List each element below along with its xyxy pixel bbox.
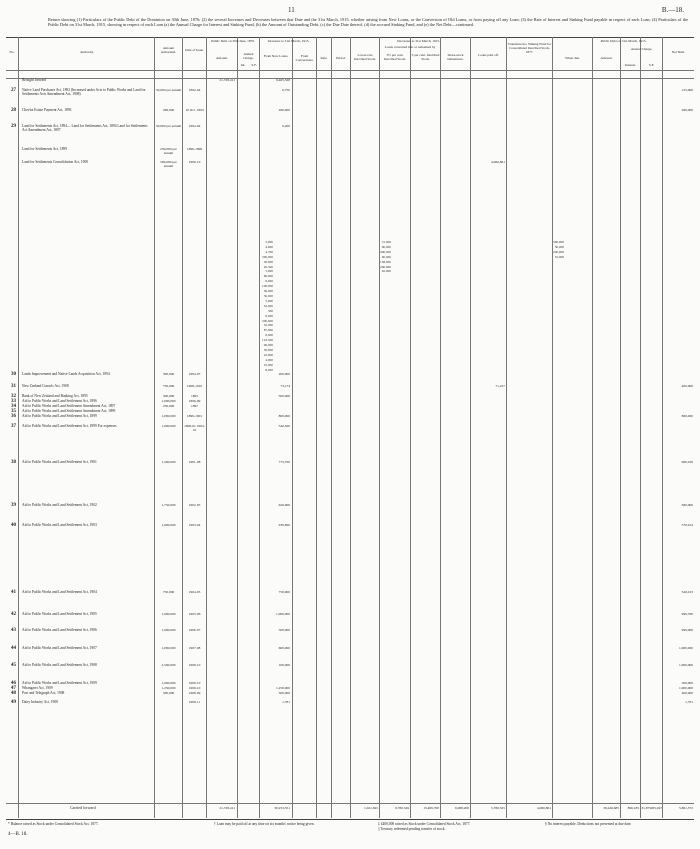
row-amount-authorized: 1,000,000 bbox=[161, 414, 176, 418]
row-increase: 1,250,000 bbox=[276, 686, 290, 690]
row-number: 44 bbox=[11, 646, 16, 651]
row-authority: Aid to Public Works and Land Settlement Act, 1903 bbox=[22, 523, 97, 527]
col-header-three: 3 per cent. Inscribed Stock. bbox=[411, 53, 440, 61]
row-authority: Aid to Public Works and Land Settlement Act, 1909 bbox=[22, 681, 97, 685]
row-amount-authorized: 500,000 bbox=[162, 691, 175, 695]
row-number: 48 bbox=[11, 691, 16, 696]
row-number: 40 bbox=[11, 523, 16, 528]
row-increase: 750,000 bbox=[278, 590, 290, 594]
row-authority: Aid to Public Works and Land Settlement Act, 1908 bbox=[22, 663, 97, 667]
footnote-2: † Loan may be paid off at any time on six months' notice being given. bbox=[214, 822, 315, 826]
row-date-of-issue: 1896-1899 bbox=[186, 147, 203, 151]
row-net-debt: 500,000 bbox=[681, 681, 693, 685]
col-header-interest: Interest. bbox=[624, 63, 636, 67]
footnote-3: ‡ £400,000 raised as Stock under Consolidated Stock Act, 1877. bbox=[378, 822, 471, 826]
row-authority: Land for Settlements Act, 1894— Land for Settlements Act, 1894 Land for Settlements Act Amendment Act, 1897 bbox=[22, 124, 148, 133]
row-date-of-issue: 1908-09 bbox=[188, 691, 201, 695]
row-date-of-issue: 10 Oct. 1893 bbox=[185, 108, 204, 112]
row-increase: 500,000 bbox=[278, 691, 290, 695]
row-increase: 1,000,000 bbox=[276, 612, 290, 616]
column-divider bbox=[506, 37, 507, 818]
row-net-debt: 1,000,000 bbox=[679, 646, 693, 650]
row-authority: Lands Improvement and Native Lands Acquisition Act, 1894 bbox=[22, 372, 110, 376]
footer-public-debt: 21,728,411 bbox=[219, 806, 235, 810]
column-divider bbox=[331, 37, 332, 818]
col-header-amount-1915: Amount. bbox=[600, 56, 613, 60]
row-authority: Aid to Public Works and Land Settlement Act, 1902 bbox=[22, 503, 97, 507]
row-date-of-issue: 1908-11 bbox=[188, 700, 201, 704]
figure-column: 300,000 50,000 200,000 10,000 bbox=[553, 240, 565, 259]
col-header-from-conversions: From Conversions. bbox=[295, 54, 314, 62]
col-header-lower-rate: Lower-rate Inscribed Stock. bbox=[353, 53, 377, 61]
row-amount-authorized: 250,000 bbox=[162, 404, 175, 408]
row-number: 38 bbox=[11, 460, 16, 465]
row-date-of-issue: 1894-94 bbox=[188, 124, 201, 128]
row-net-debt: 1,000,000 bbox=[679, 663, 693, 667]
col-header-loans-converted: Loans converted into or redeemed by bbox=[384, 45, 436, 49]
column-divider bbox=[410, 37, 411, 818]
row-authority: Aid to Public Works and Land Settlement Act, 1896 bbox=[22, 399, 97, 403]
row-amount-authorized: 250,000 per annum bbox=[160, 147, 177, 156]
col-header-three-half: 3½ per cent. Inscribed Stock. bbox=[383, 53, 407, 61]
row-net-debt: 960,100 bbox=[681, 460, 693, 464]
row-amount-authorized: 1,000,000 bbox=[161, 612, 176, 616]
row-increase: 800,000 bbox=[278, 414, 290, 418]
footer-decrease-2: 9,780,549 bbox=[395, 806, 409, 810]
row-amount-authorized: 1,000,000 bbox=[161, 628, 176, 632]
table-caption: Return showing (1) Particulars of the Public Debt of the Dominion on 30th June, 1876; (2) the several Increases and Decreases between that Date and the 31st March, 1915, whether arising from New Loans, or the Conversion of Old Loans, or from paying off any Loan; (3) the Rate of Interest and Sinking Fund payable in respect of each Loan; (4) Particulars of the Public Debt on 31st March, 1915, showing in respect of each Loan (a) the Annual Charge for Interest and Sinking Fund, (b) the Amount of Outstanding Debt, (c) the Due Date thereof, (d) the accrued Sinking Fund, and (e) the Net Debt—continued. bbox=[48, 17, 688, 28]
row-increase: 200,000 bbox=[278, 372, 290, 376]
col-header-transferred: Transferred to Sinking Fund for Consolidated Inscribed Stock, 1877. bbox=[507, 42, 552, 54]
row-authority: Land for Settlements Consolidation Act, 1900 bbox=[22, 160, 89, 164]
row-date-of-issue: 1894-97 bbox=[188, 372, 201, 376]
col-header-period: Period. bbox=[336, 56, 346, 60]
footer-interest: 896,185 bbox=[627, 806, 639, 810]
row-increase: 500,000 bbox=[278, 628, 290, 632]
page-number: 11 bbox=[288, 6, 295, 14]
row-authority: Aid to Public Works and Land Settlement Act, 1907 bbox=[22, 646, 97, 650]
col-header-decreases: Decreases to 31st March, 1915. bbox=[397, 39, 440, 43]
footnote-5: || Treasury redeemed pending transfer of stock. bbox=[378, 827, 446, 831]
row-authority: Aid to Public Works and Land Settlement Act, 1899 bbox=[22, 414, 97, 418]
figure-column: 15,000 60,000 400,000 60,000 158,000 260,000 62,000 bbox=[380, 240, 392, 274]
row-amount-authorized: 750,000 bbox=[162, 590, 175, 594]
row-date-of-issue: 1901-08 bbox=[188, 460, 201, 464]
row-amount-authorized: 1,000,000 bbox=[161, 399, 176, 403]
footer-decrease-5: 5,780,325 bbox=[491, 806, 505, 810]
row-amount-authorized: 50,000 per annum bbox=[155, 88, 182, 92]
row-amount-authorized: 500,000 per annum bbox=[160, 160, 177, 169]
footnote-1: * Balance raised as Stock under Consolidated Stock Act, 1877. bbox=[8, 822, 99, 826]
row-number: 42 bbox=[11, 612, 16, 617]
row-decrease-paid: 71,227 bbox=[495, 384, 505, 388]
row-date-of-issue: 1897 bbox=[191, 404, 198, 408]
row-authority: Aid to Public Works and Land Settlement Act, 1899 For expenses bbox=[22, 424, 117, 428]
col-header-when-due: When due. bbox=[565, 56, 580, 60]
row-amount-authorized: 260,000 bbox=[162, 108, 175, 112]
row-amount-authorized: 1,250,000 bbox=[161, 686, 176, 690]
row-date-of-issue: 1899-01 1904-10 bbox=[184, 424, 205, 433]
row-decrease-paid: 4,066,861 bbox=[491, 160, 505, 164]
footer-accrued: 285,047 bbox=[650, 806, 662, 810]
row-number: 39 bbox=[11, 503, 16, 508]
row-authority: Aid to Public Works and Land Settlement Amendment Act, 1899 bbox=[22, 409, 116, 413]
col-header-increases: Increases to 31st March, 1915. bbox=[267, 39, 310, 43]
row-date-of-issue: 1904-05 bbox=[188, 590, 201, 594]
row-number: 30 bbox=[11, 372, 16, 377]
row-net-debt: 1,000,000 bbox=[679, 686, 693, 690]
carried-forward-label: Carried forward bbox=[70, 805, 96, 810]
row-date-of-issue: 1905-06 bbox=[188, 612, 201, 616]
row-increase: 500,000 bbox=[278, 394, 290, 398]
col-header-int: Int. bbox=[240, 63, 246, 67]
footer-decrease-3: 15,489,700 bbox=[423, 806, 439, 810]
footnote-4: § No interest payable. Deductions not presented at due date. bbox=[545, 822, 632, 826]
row-authority: Aid to Public Works and Land Settlement Act, 1901 bbox=[22, 460, 97, 464]
row-number: 43 bbox=[11, 628, 16, 633]
row-number: 34 bbox=[11, 404, 16, 409]
row-net-debt: 999,700 bbox=[681, 612, 693, 616]
row-date-of-issue: 1906-07 bbox=[188, 628, 201, 632]
col-header-amount: Amount. bbox=[216, 56, 228, 60]
row-net-debt: 400,000 bbox=[681, 691, 693, 695]
row-authority: Aid to Public Works and Land Settlement Act, 1905 bbox=[22, 612, 97, 616]
column-divider bbox=[592, 37, 593, 818]
column-divider bbox=[552, 37, 553, 818]
column-divider bbox=[316, 37, 317, 818]
row-authority: Native Land Purchases Act, 1892 (Increased under Acts to Public Works and Land for Settlements Acts Amendment Act, 1908) bbox=[22, 88, 146, 97]
row-number: 45 bbox=[11, 663, 16, 668]
row-amount-authorized: 1,750,000 bbox=[161, 503, 176, 507]
row-date-of-issue: 1892-04 bbox=[188, 88, 201, 92]
column-divider bbox=[18, 37, 19, 818]
row-number: 37 bbox=[11, 424, 16, 429]
col-header-amount-authorized: Amount authorized. bbox=[160, 46, 177, 54]
row-increase: 540,500 bbox=[278, 424, 290, 428]
header-rule bbox=[6, 70, 694, 71]
row-net-debt: 540,013 bbox=[681, 590, 693, 594]
row-number: 33 bbox=[11, 399, 16, 404]
row-net-debt: 580,000 bbox=[681, 503, 693, 507]
col-header-date-of-issue: Date of Issue. bbox=[185, 48, 204, 52]
row-increase: 620,000 bbox=[278, 503, 290, 507]
column-divider bbox=[620, 37, 621, 818]
document-reference: B.—18. bbox=[661, 6, 684, 14]
column-divider bbox=[206, 37, 207, 818]
row-number: 32 bbox=[11, 394, 16, 399]
row-date-of-issue: 1902-05 bbox=[188, 503, 201, 507]
row-public-debt-1876: 21,728,411 bbox=[219, 78, 235, 82]
col-header-sf: S.F. bbox=[251, 63, 257, 67]
row-date-of-issue: 1909-10 bbox=[188, 686, 201, 690]
row-number: 36 bbox=[11, 414, 16, 419]
row-increase: 260,000 bbox=[278, 108, 290, 112]
row-authority: Land for Settlements Act, 1899 bbox=[22, 147, 68, 151]
footer-increase: 30,253,351 bbox=[274, 806, 290, 810]
column-divider bbox=[379, 37, 380, 818]
col-header-no: No. bbox=[9, 50, 15, 54]
footer-decrease-1: 1,021,845 bbox=[364, 806, 378, 810]
row-increase: 1,781 bbox=[282, 700, 290, 704]
row-amount-authorized: 1,000,000 bbox=[161, 646, 176, 650]
row-amount-authorized: 500,000 bbox=[162, 372, 175, 376]
row-amount-authorized: 2,500,000 bbox=[161, 663, 176, 667]
row-number: 27 bbox=[11, 88, 16, 93]
row-date-of-issue: 1899-1901 bbox=[186, 414, 203, 418]
row-number: 28 bbox=[11, 108, 16, 113]
row-amount-authorized: 750,000 bbox=[162, 384, 175, 388]
footer-amount-1915: 39,246,685 bbox=[603, 806, 619, 810]
footer-decrease-4: 6,988,200 bbox=[455, 806, 469, 810]
row-increase: 6,200 bbox=[282, 124, 290, 128]
row-authority: Bank of New Zealand and Banking Act, 1895 bbox=[22, 394, 88, 398]
row-number: 35 bbox=[11, 409, 16, 414]
row-increase: 100,000 bbox=[278, 663, 290, 667]
col-header-from-new-loans: From New Loans. bbox=[263, 54, 289, 58]
column-divider bbox=[440, 37, 441, 818]
row-net-debt: 125,000 bbox=[681, 88, 693, 92]
row-authority: Aid to Public Works and Land Settlement Amendment Act, 1897 bbox=[22, 404, 116, 408]
row-amount-authorized: 1,500,000 bbox=[161, 460, 176, 464]
column-divider bbox=[470, 37, 471, 818]
row-net-debt: 260,000 bbox=[681, 108, 693, 112]
row-date-of-issue: 1909-10 bbox=[188, 681, 201, 685]
footer-net-debt: 5,861,372 bbox=[679, 806, 693, 810]
row-authority: New Zealand Consols Act, 1908 bbox=[22, 384, 69, 388]
row-number: 31 bbox=[11, 384, 16, 389]
row-number: 49 bbox=[11, 700, 16, 705]
row-authority: Aid to Public Works and Land Settlement Act, 1906 bbox=[22, 628, 97, 632]
row-date-of-issue: 1895 bbox=[191, 394, 198, 398]
col-header-share-stock: Share-stock Debentures. bbox=[447, 53, 464, 61]
row-increase: 6,750 bbox=[282, 88, 290, 92]
col-header-rate: Rate. bbox=[320, 56, 328, 60]
col-header-public-debt-1915: Public Debt on 31st March, 1915. bbox=[600, 39, 647, 43]
row-net-debt: 999,000 bbox=[681, 628, 693, 632]
figure-column: 5,000 4,900 4,700 500,000 30,000 20,500 5,000 60,000 6,000 100,000 36,000 30,000 5,000 52,000 500 8,000 500,000 52,000 87,000 6,000 122,500 96,000 50,000 22,000 4,000 10,000 8,000 bbox=[262, 240, 274, 372]
row-authority: Aid to Public Works and Land Settlement Act, 1904 bbox=[22, 590, 97, 594]
row-date-of-issue: 1907-08 bbox=[188, 646, 201, 650]
column-divider bbox=[292, 37, 293, 818]
row-increase: 73,174 bbox=[280, 384, 290, 388]
col-header-authority: Authority. bbox=[80, 50, 94, 54]
row-net-debt: 1,781 bbox=[685, 700, 693, 704]
col-header-loans-paid-off: Loans paid off. bbox=[478, 53, 499, 57]
row-increase: 9,465,528 bbox=[276, 78, 290, 82]
row-increase: 773,700 bbox=[278, 460, 290, 464]
row-net-debt: 400,000 bbox=[681, 384, 693, 388]
row-date-of-issue: 1896-99 bbox=[188, 399, 201, 403]
row-authority: Brought forward bbox=[22, 78, 47, 82]
row-number: 47 bbox=[11, 686, 16, 691]
row-number: 41 bbox=[11, 590, 16, 595]
col-header-annual-charge: Annual Charge. bbox=[243, 52, 254, 60]
row-amount-authorized: 500,000 bbox=[162, 394, 175, 398]
row-amount-authorized: 1,000,000 bbox=[161, 424, 176, 428]
row-increase: 939,800 bbox=[278, 523, 290, 527]
row-date-of-issue: 1908-1910 bbox=[186, 384, 203, 388]
row-number: 29 bbox=[11, 124, 16, 129]
row-date-of-issue: 1903-04 bbox=[188, 523, 201, 527]
row-amount-authorized: 50,000 per annum bbox=[155, 124, 182, 128]
footer-rule bbox=[6, 803, 694, 804]
col-header-sinking-fund: S.F. bbox=[648, 63, 655, 67]
row-increase: 600,000 bbox=[278, 646, 290, 650]
row-amount-authorized: 1,000,000 bbox=[161, 681, 176, 685]
col-header-public-debt-1876: Public Debt on 30th June, 1876. bbox=[211, 39, 255, 43]
row-authority: Dairy Industry Act, 1908 bbox=[22, 700, 58, 704]
column-divider bbox=[640, 37, 641, 818]
column-divider bbox=[237, 37, 238, 818]
row-date-of-issue: 1900-10 bbox=[188, 160, 201, 164]
row-authority: Cheviot Estate Payment Act, 1893 bbox=[22, 108, 72, 112]
column-divider bbox=[350, 37, 351, 818]
row-authority: Post and Telegraph Act, 1908 bbox=[22, 691, 65, 695]
row-net-debt: 800,000 bbox=[681, 414, 693, 418]
row-date-of-issue: 1908-10 bbox=[188, 663, 201, 667]
col-header-annual-charge-1915: Annual Charge. bbox=[630, 47, 653, 51]
footer-decrease-6: 4,066,861 bbox=[537, 806, 551, 810]
signature-mark: 4—B. 18. bbox=[8, 832, 28, 837]
row-authority: Whangarei Act, 1909 bbox=[22, 686, 53, 690]
footer-sf: 31,875 bbox=[641, 806, 651, 810]
row-net-debt: 570,914 bbox=[681, 523, 693, 527]
row-number: 46 bbox=[11, 681, 16, 686]
col-header-net-debt: Net Debt. bbox=[671, 50, 686, 54]
row-amount-authorized: 1,000,000 bbox=[161, 523, 176, 527]
